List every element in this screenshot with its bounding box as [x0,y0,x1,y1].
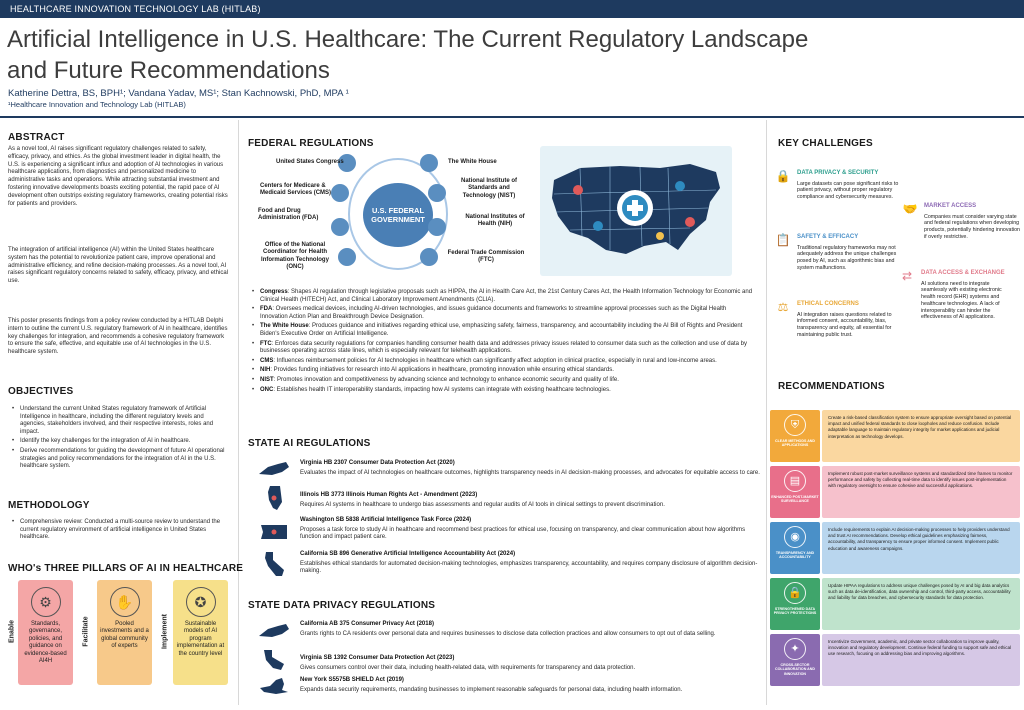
list-item: • Identify the key challenges for the integration of AI in healthcare. [10,438,230,446]
padlock-icon: 🔒 [784,582,806,604]
list-item: • Derive recommendations for guiding the development of future AI operational strategies and policy recommendations for the integration of AI in the U.S. healthcare system. [10,448,230,471]
recommendation-text: Include requirements to explain AI decision-making processes to help providers understand and trust AI recommendations. Develop ethical guidelines emphasizing fairness, accountability, and transparency to ensure proper informed consent. Implement public education and awareness campaigns. [822,522,1020,574]
state-law [300,517,760,542]
law-title: California SB 896 Generative Artificial Intelligence Accountability Act (2024) [300,551,516,557]
column-divider [766,120,767,705]
monitor-icon: ▤ [784,470,806,492]
handshake-icon: 🤝 [902,202,918,216]
state-law [300,551,760,576]
abstract-heading: ABSTRACT [8,132,65,143]
node-dot [420,248,438,266]
state-law [300,655,760,672]
challenge-text: AI integration raises questions related to informed consent, accountability, bias, transparency and equity, all essential for maintaining public trust. [797,311,892,338]
federal-heading: FEDERAL REGULATIONS [248,138,374,149]
node-dot [428,184,446,202]
exchange-icon: ⇄ [901,269,913,283]
law-title: Virginia HB 2307 Consumer Data Protection Act (2020) [300,460,455,466]
list-item: • Comprehensive review: Conducted a multi-source review to understand the current regulatory environment of artificial intelligence in United States healthcare. [10,519,230,542]
node-dot [420,154,438,172]
law-description: Establishes ethical standards for automated decision-making technologies, emphasizes transparency, accountability, and requires company disclosure of algorithm decision-making. [300,560,758,575]
pillar-label: Facilitate [82,616,90,647]
list-item: • FDA: Oversees medical devices, including AI-driven technologies, and issues guidance documents and frameworks to streamline approval processes such as the Digital Health Innovation Action Plan and Breakthrough Device Designation. [250,306,755,321]
challenge-card [775,233,903,272]
objectives-list [10,406,230,473]
law-title: Illinois HB 3773 Illinois Human Rights Act - Amendment (2023) [300,492,478,498]
agency-label: The White House [448,159,497,165]
challenge-card [777,300,903,339]
recommendation-text: Implement robust post-market surveillance systems and standardized time frames to monitor performance and safety by collecting real-time data to identify issues post-implementation with regulatory oversight to ensure cohesive and successful applications. [822,466,1020,518]
law-description: Evaluates the impact of AI technologies on healthcare outcomes, highlights transparency needs in AI decision-making processes, and advocates for equitable access to care. [300,469,760,476]
header-bar [0,0,1024,18]
agency-label: National Institutes of Health (NIH) [465,214,525,228]
challenge-card [775,169,901,201]
node-dot [331,184,349,202]
state-law [300,621,760,638]
list-item: • NIST: Promotes innovation and competitiveness by advancing science and technology to enhance economic security and quality of life. [250,377,755,385]
law-description: Requires AI systems in healthcare to undergo bias assessments and regular audits of AI tools in clinical settings to prevent discrimination. [300,501,665,508]
recommendation-badge: ✦ CROSS-SECTOR COLLABORATION AND INNOVATION [770,634,820,686]
recommendation-row [770,634,1020,686]
agency-label: Federal Trade Commission (FTC) [447,250,525,264]
recommendation-badge: ⛨ CLEAR METHODS AND APPLICATIONS [770,410,820,462]
affiliation: ¹Healthcare Innovation and Technology Lab (HITLAB) [8,100,186,109]
recommendation-text: Update HIPAA regulations to address unique challenges posed by AI and big data analytics such as data de-identification, data ownership and control, third-party access, accountability and liability for data breaches, and cybersecurity standards for data protection. [822,578,1020,630]
law-description: Expands data security requirements, mandating businesses to implement reasonable safeguards for personal data, including health information. [300,686,683,693]
law-title: Virginia SB 1392 Consumer Data Protection Act (2023) [300,655,455,661]
challenge-text: Companies must consider varying state and federal regulations when developing products, potentially hindering innovation if overly restrictive. [924,213,1020,240]
list-item: • The White House: Produces guidance and initiatives regarding ethical use, emphasizing safety, fairness, transparency, and accountability including the AI Bill of Rights and President Biden's Executive Order on Artificial Intelligence. [250,323,755,338]
new-york-state-icon [258,676,290,696]
agency-label: National Institute of Standards and Technology (NIST) [461,178,517,199]
methodology-list [10,519,230,544]
key-challenges-heading: KEY CHALLENGES [778,138,873,149]
poster-title [7,24,887,86]
challenge-title: SAFETY & EFFICACY [797,234,859,240]
pillar-text: Standards, governance, policies, and guidance on evidence-based AI4H [24,621,67,665]
scale-icon: ⚖ [777,300,789,314]
pillar-label: Enable [8,620,16,643]
law-description: Gives consumers control over their data, including health-related data, with requirements for transparency and data protection. [300,664,636,671]
clipboard-icon: 📋 [775,233,791,247]
node-dot [338,248,356,266]
challenge-text: AI solutions need to integrate seamlessly with existing electronic health record (EHR) systems and healthcare technologies. A lack of interoperability can hinder the effectiveness of AI applications. [921,280,1002,321]
recommendation-badge: 🔒 STRENGTHENED DATA PRIVACY PROTECTIONS [770,578,820,630]
network-icon: ✦ [784,638,806,660]
list-item: • ONC: Establishes health IT interoperability standards, impacting how AI systems can integrate with existing healthcare technologies. [250,387,755,395]
illinois-state-icon [258,484,290,512]
state-law [300,677,760,694]
california-state-icon [258,550,290,578]
law-description: Grants rights to CA residents over personal data and requires businesses to disclose data collection practices and allow consumers to opt out of data selling. [300,630,716,637]
recommendation-row [770,522,1020,574]
medal-icon: ✪ [186,587,216,617]
list-item: • NIH: Provides funding initiatives for research into AI applications in healthcare, promoting innovation while ensuring ethical standards. [250,367,755,375]
law-title: California AB 375 Consumer Privacy Act (2018) [300,621,434,627]
law-description: Proposes a task force to study AI in healthcare and recommend best practices for ethical use, focusing on transparency, and clear communication about how algorithms function and impact patient care. [300,526,746,541]
header-divider [0,116,1024,118]
gear-group-icon: ⚙ [31,587,61,617]
challenge-card [902,202,1020,241]
challenge-title: ETHICAL CONCERNS [797,301,859,307]
methodology-heading: METHODOLOGY [8,500,90,511]
challenge-title: DATA ACCESS & EXCHANGE [921,270,1005,276]
hands-icon: ✋ [110,587,140,617]
list-item: • FTC: Enforces data security regulations for companies handling consumer health data and addresses privacy issues related to consumer data such as the collection and use of data by businesses operating across state lines, which is especially relevant for telehealth applications. [250,341,755,356]
state-law [300,492,760,509]
challenge-card [901,269,1017,321]
us-map-icon [540,146,732,276]
pillar-card [97,580,152,685]
recommendation-text: Incentivize Government, academic, and private sector collaboration to improve quality, innovation and regulatory development. Continue federal funding to support safe and ethical use research, focusing on addressing bias and improving algorithms. [822,634,1020,686]
challenge-title: MARKET ACCESS [924,203,977,209]
abstract-paragraph: This poster presents findings from a policy review conducted by a HITLAB Delphi intern to outline the current U.S. regulatory framework of AI in healthcare, identifies key challenges for integration, and recommends a cohesive regulatory framework to ensure the safe, effective, and equitable use of AI technologies in the U.S. healthcare system. [8,318,228,356]
recommendation-row [770,466,1020,518]
law-title: Washington SB 5838 Artificial Intelligence Task Force (2024) [300,517,472,523]
recommendation-badge: ◉ TRANSPARENCY AND ACCOUNTABILITY [770,522,820,574]
title-line-1: Artificial Intelligence in U.S. Healthcare: The Current Regulatory Landscape [7,26,809,53]
state-privacy-heading: STATE DATA PRIVACY REGULATIONS [248,600,436,611]
federal-diagram [248,150,530,278]
lab-name: HEALTHCARE INNOVATION TECHNOLOGY LAB (HITLAB) [10,4,261,14]
column-divider [238,120,239,705]
list-item: • CMS: Influences reimbursement policies for AI technologies in healthcare which can significantly affect adoption in clinical practice, especially in rural and low-income areas. [250,358,755,366]
list-item: • Congress: Shapes AI regulation through legislative proposals such as HIPPA, the AI in Health Care Act, the 21st Century Cares Act, the Health Information Technology for Economic and Clinical Health (HITECH) Act, and Clinical Laboratory Improvement Amendments (CLIA). [250,289,755,304]
pillar-card [18,580,73,685]
pillar-label: Implement [161,614,169,650]
agency-label: Office of the National Coordinator for Health Information Technology (ONC) [261,242,329,270]
recommendation-row [770,578,1020,630]
california-state-icon [258,620,290,640]
recommendation-row [770,410,1020,462]
abstract-paragraph: The integration of artificial intelligence (AI) within the United States healthcare system has the potential to revolutionize patient care, improve operational and administrative efficiency, and refine decision-making processes. As a novel tool, AI raises significant regulatory concerns related to safety, efficacy, privacy, and ethical use. [8,247,228,285]
abstract-paragraph: As a novel tool, AI raises significant regulatory challenges related to safety, efficacy, privacy, and ethics. As the global investment leader in digital health, the U.S. is experiencing a significant influx and adoption of AI technologies in various healthcare applications, from diagnostics and personalized medicine to administrative tasks and operations. While attracting substantial investment and fostering innovative developments boasts exciting potential, the rapid pace of AI development often outstrips existing regulatory frameworks, creating potential risks for patients and providers. [8,146,228,207]
law-title: New York S5575B SHIELD Act (2019) [300,677,404,683]
authors: Katherine Dettra, BS, BPH¹; Vandana Yadav, MS¹; Stan Kachnowski, PhD, MPA ¹ [8,88,349,99]
challenge-text: Large datasets can pose significant risks to patient privacy, without proper regulatory compliance and cybersecurity measures. [797,180,899,201]
title-line-2: and Future Recommendations [7,57,330,84]
pillar-card [173,580,228,685]
us-map-illustration [540,146,732,276]
state-law [300,460,760,477]
virginia-state-icon [258,458,290,478]
agency-label: Food and Drug Administration (FDA) [258,208,319,222]
lock-icon: 🔒 [775,169,791,183]
shield-icon: ⛨ [784,414,806,436]
agency-label: United States Congress [276,159,344,165]
virginia-state-icon [258,648,290,672]
pillars-heading: WHO's THREE PILLARS OF AI IN HEALTHCARE [8,563,244,574]
recommendations-heading: RECOMMENDATIONS [778,381,885,392]
pillar-text: Pooled investments and a global community of experts [100,621,149,650]
node-dot [428,218,446,236]
washington-state-icon [258,522,290,542]
recommendation-text: Create a risk-based classification system to ensure appropriate oversight based on potential impact and unified federal standards to close loopholes and reduce confusion. Include adaptable language to maintain regulatory integrity for market applications and judicial interpretation as technology develops. [822,410,1020,462]
node-dot [331,218,349,236]
list-item: • Understand the current United States regulatory framework of Artificial Intelligence in healthcare, including the different regulatory levels and agencies, stakeholders involved, and their respective interests, roles and impact. [10,406,230,436]
challenge-title: DATA PRIVACY & SECURITY [797,170,879,176]
federal-government-node: U.S. FEDERAL GOVERNMENT [363,183,433,247]
agency-label: Centers for Medicare & Medicaid Services (CMS) [260,183,332,197]
eye-icon: ◉ [784,526,806,548]
recommendation-badge: ▤ ENHANCED POST-MARKET SURVEILLANCE [770,466,820,518]
objectives-heading: OBJECTIVES [8,386,74,397]
federal-agency-list [250,289,755,396]
state-ai-heading: STATE AI REGULATIONS [248,438,371,449]
pillar-text: Sustainable models of AI program implementation at the country level [176,621,225,657]
challenge-text: Traditional regulatory frameworks may not adequately address the unique challenges posed by AI, such as algorithmic bias and system malfunctions. [797,244,897,271]
